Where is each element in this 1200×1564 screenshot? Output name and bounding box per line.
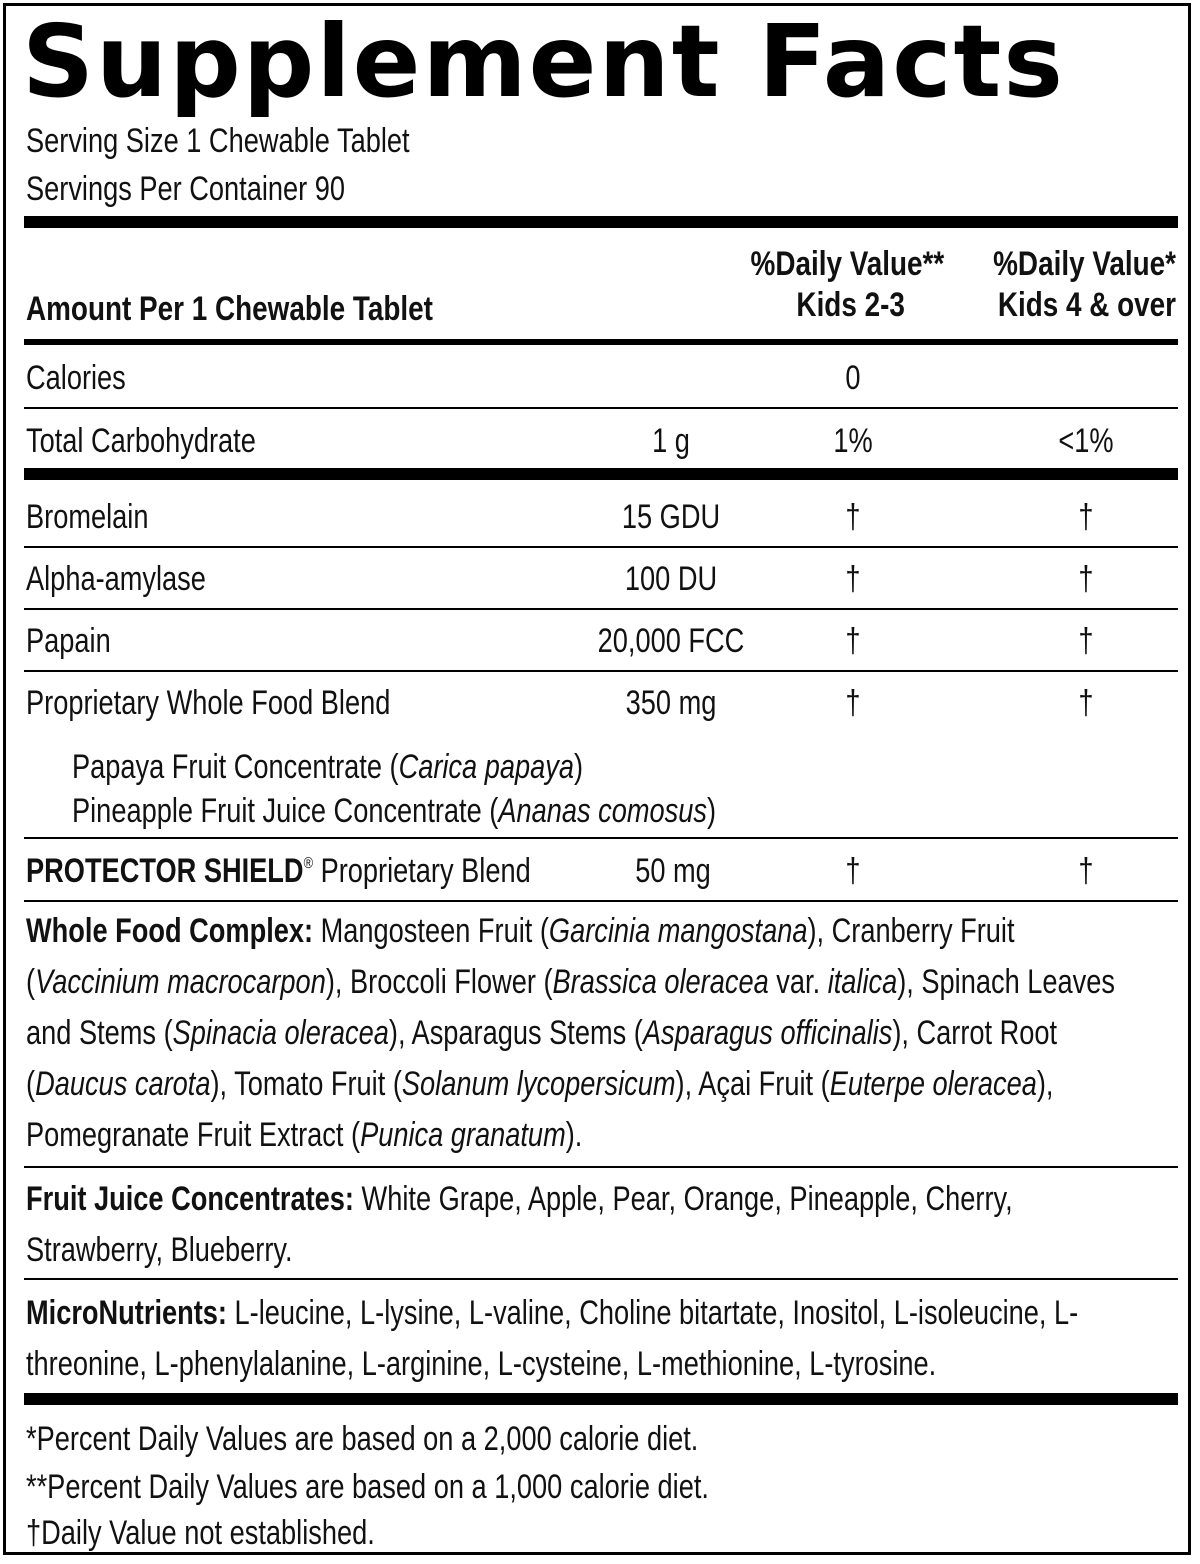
- dv-kids-2-3-line2: Kids 2-3: [796, 285, 905, 324]
- dv-kids-2-3-line1: %Daily Value**: [750, 245, 944, 283]
- nutrient-amount: 20,000 FCC: [597, 622, 745, 660]
- dv-kids-4-line2: Kids 4 & over: [997, 285, 1176, 324]
- nutrient-name: Alpha-amylase: [26, 560, 206, 598]
- serving-size: Serving Size 1 Chewable Tablet: [26, 122, 410, 160]
- total-carb-dv-4: <1%: [1058, 422, 1114, 460]
- divider-thin: [24, 837, 1178, 839]
- divider-thick: [24, 468, 1178, 480]
- nutrient-amount: 100 DU: [624, 560, 718, 598]
- footnote: *Percent Daily Values are based on a 2,000 calorie diet.: [26, 1420, 699, 1458]
- divider-thin: [24, 670, 1178, 672]
- whole-food-complex: Whole Food Complex: Mangosteen Fruit (Garcinia mangostana), Cranberry Fruit (Vaccinium macrocarpon), Broccoli Flower (Brassica oleracea var. italica), Spinach Leaves and Stems (Spinacia oleracea), Asparagus Stems (Asparagus officinalis), Carrot Root (Daucus carota), Tomato Fruit (Solanum lycopersicum), Açai Fruit (Euterpe oleracea), Pomegranate Fruit Extract (Punica granatum).: [26, 912, 1115, 1154]
- nutrient-amount: 350 mg: [625, 684, 717, 722]
- nutrient-name: Bromelain: [26, 498, 149, 536]
- nutrient-amount: 15 GDU: [621, 498, 721, 536]
- total-carb-label: Total Carbohydrate: [26, 422, 256, 460]
- dv-kids-2-3-header: [750, 244, 944, 326]
- divider-thin: [24, 1278, 1178, 1280]
- footnote: **Percent Daily Values are based on a 1,000 calorie diet.: [26, 1468, 709, 1506]
- protector-shield-label: PROTECTOR SHIELD® Proprietary Blend: [26, 852, 531, 890]
- nutrient-name: Proprietary Whole Food Blend: [26, 684, 391, 722]
- protector-shield-dv-4: †: [1078, 852, 1094, 890]
- footnote: †Daily Value not established.: [26, 1514, 375, 1552]
- amount-per-label: Amount Per 1 Chewable Tablet: [26, 290, 433, 328]
- nutrient-name: Papain: [26, 622, 111, 660]
- micronutrients: MicroNutrients: L-leucine, L-lysine, L-valine, Choline bitartate, Inositol, L-isoleucine, L-threonine, L-phenylalanine, L-arginine, L-cysteine, L-methionine, L-tyrosine.: [26, 1294, 1079, 1383]
- nutrient-dv-4: †: [1078, 622, 1094, 660]
- dv-kids-4-line1: %Daily Value*: [993, 245, 1176, 283]
- divider-medium: [24, 339, 1178, 345]
- divider-thin: [24, 546, 1178, 548]
- divider-thin: [24, 1166, 1178, 1168]
- calories-value: 0: [845, 359, 861, 397]
- nutrient-dv-2-3: †: [845, 684, 861, 722]
- fruit-juice-concentrates: Fruit Juice Concentrates: White Grape, Apple, Pear, Orange, Pineapple, Cherry, Strawberry, Blueberry.: [26, 1180, 1013, 1269]
- calories-label: Calories: [26, 359, 126, 397]
- dv-kids-4-header: [993, 244, 1176, 326]
- nutrient-dv-4: †: [1078, 560, 1094, 598]
- supplement-facts-label: [3, 3, 1191, 1555]
- blend-item-papaya: Papaya Fruit Concentrate (Carica papaya): [72, 748, 584, 786]
- divider-thin: [24, 407, 1178, 409]
- divider-thin: [24, 900, 1178, 902]
- total-carb-dv-2-3: 1%: [833, 422, 873, 460]
- servings-per-container: Servings Per Container 90: [26, 170, 346, 208]
- protector-shield-dv-2-3: †: [845, 852, 861, 890]
- nutrient-dv-4: †: [1078, 498, 1094, 536]
- nutrient-dv-2-3: †: [845, 498, 861, 536]
- nutrient-dv-2-3: †: [845, 560, 861, 598]
- divider-thick: [24, 1393, 1178, 1405]
- nutrient-dv-2-3: †: [845, 622, 861, 660]
- label-title: Supplement Facts: [22, 3, 1065, 120]
- blend-item-pineapple: Pineapple Fruit Juice Concentrate (Ananas comosus): [72, 792, 717, 830]
- protector-shield-amount: 50 mg: [635, 852, 711, 890]
- divider-thick: [24, 216, 1178, 228]
- divider-thin: [24, 608, 1178, 610]
- nutrient-dv-4: †: [1078, 684, 1094, 722]
- total-carb-amount: 1 g: [652, 422, 690, 460]
